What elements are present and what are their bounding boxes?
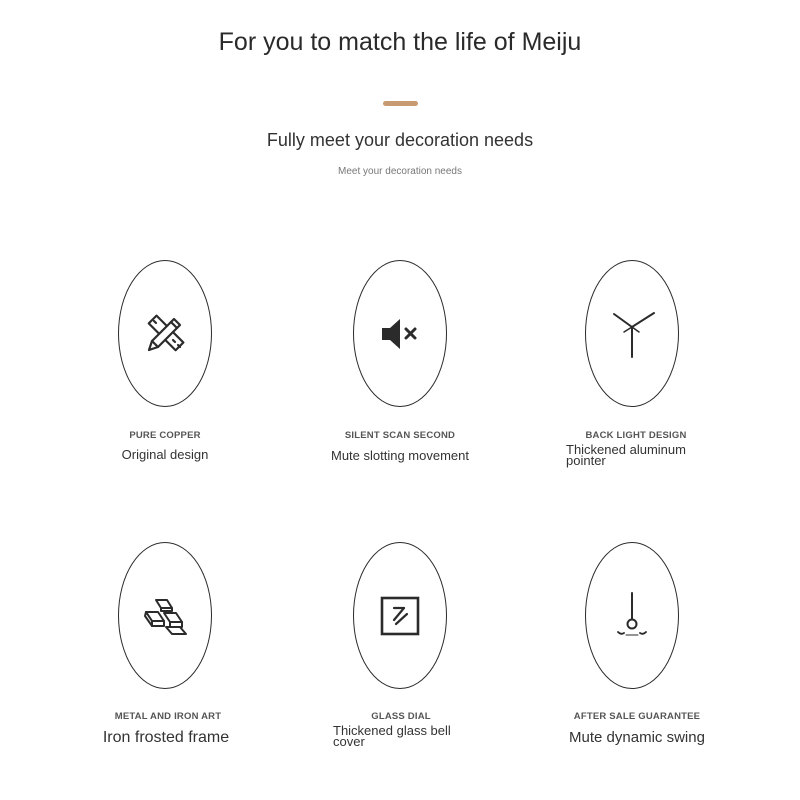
- feature-title: METAL AND IRON ART: [114, 711, 222, 722]
- page-title: For you to match the life of Meiju: [218, 28, 582, 56]
- feature-capsule-pure-copper: [118, 260, 212, 407]
- pencil-ruler-icon: [143, 312, 187, 356]
- section-caption: Meet your decoration needs: [338, 166, 462, 177]
- speaker-mute-icon: [378, 316, 422, 352]
- feature-capsule-back-light: [585, 260, 679, 407]
- feature-capsule-glass-dial: [353, 542, 447, 689]
- feature-title: GLASS DIAL: [371, 711, 431, 722]
- metal-bars-icon: [140, 596, 190, 636]
- feature-description: Thickened aluminum pointer: [566, 442, 686, 468]
- feature-title: BACK LIGHT DESIGN: [585, 430, 687, 441]
- feature-description: Original design: [121, 447, 209, 462]
- accent-divider: [383, 101, 418, 106]
- glass-dial-icon: [380, 596, 420, 636]
- section-subtitle: Fully meet your decoration needs: [266, 130, 534, 150]
- feature-description: Mute slotting movement: [330, 448, 469, 463]
- clock-hands-icon: [607, 309, 657, 359]
- feature-capsule-silent-scan: [353, 260, 447, 407]
- feature-title: SILENT SCAN SECOND: [344, 430, 456, 441]
- feature-title: AFTER SALE GUARANTEE: [573, 711, 701, 722]
- feature-capsule-metal-iron: [118, 542, 212, 689]
- pendulum-icon: [612, 591, 652, 641]
- feature-description: Thickened glass bell cover: [333, 723, 451, 749]
- feature-description: Iron frosted frame: [102, 729, 230, 746]
- feature-title: PURE COPPER: [129, 430, 201, 441]
- feature-description: Mute dynamic swing: [569, 729, 705, 746]
- feature-capsule-after-sale: [585, 542, 679, 689]
